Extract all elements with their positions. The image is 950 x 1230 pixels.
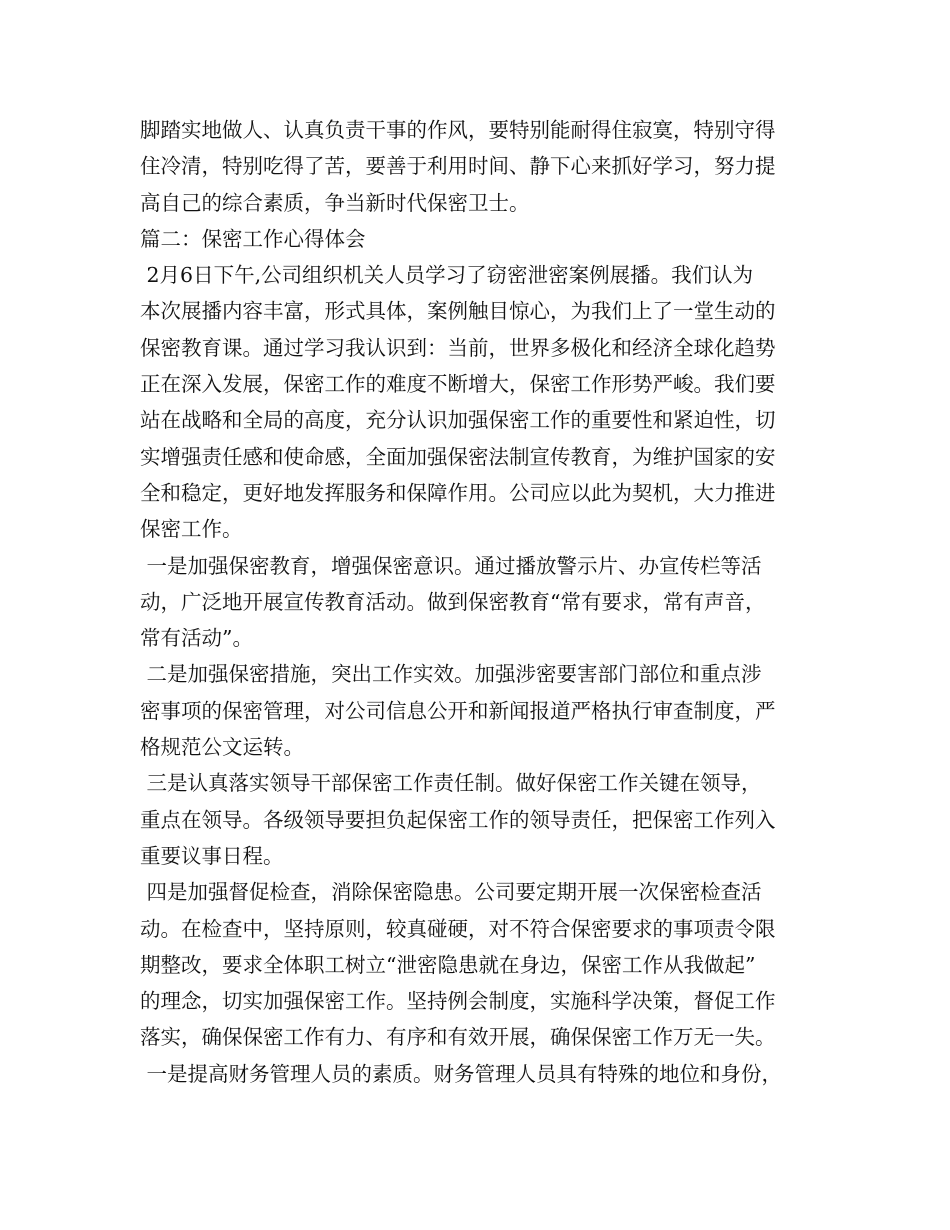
text-line: 站在战略和全局的高度，充分认识加强保密工作的重要性和紧迫性，切 <box>140 408 776 433</box>
text-line: 实增强责任感和使命感，全面加强保密法制宣传教育，为维护国家的安 <box>140 444 776 469</box>
text-line: 2月6日下午,公司组织机关人员学习了窃密泄密案例展播。我们认为 <box>140 263 754 288</box>
text-line: 动。在检查中，坚持原则，较真碰硬，对不符合保密要求的事项责令限 <box>140 916 776 941</box>
text-line: 保密工作。 <box>140 517 243 542</box>
text-line: 期整改，要求全体职工树立“泄密隐患就在身边，保密工作从我做起” <box>140 952 756 977</box>
text-line: 住冷清，特别吃得了苦，要善于利用时间、静下心来抓好学习，努力提 <box>140 154 776 179</box>
text-line: 一是提高财务管理人员的素质。财务管理人员具有特殊的地位和身份， <box>140 1061 783 1086</box>
text-line: 常有活动”。 <box>140 626 253 651</box>
text-line: 动，广泛地开展宣传教育活动。做到保密教育“常有要求，常有声音， <box>140 589 766 614</box>
text-line: 脚踏实地做人、认真负责干事的作风，要特别能耐得住寂寞，特别守得 <box>140 118 776 142</box>
text-line: 四是加强督促检查，消除保密隐患。公司要定期开展一次保密检查活 <box>140 880 762 905</box>
text-line: 一是加强保密教育，增强保密意识。通过播放警示片、办宣传栏等活 <box>140 553 762 578</box>
text-line: 落实，确保保密工作有力、有序和有效开展，确保保密工作万无一失。 <box>140 1025 776 1050</box>
text-line: 全和稳定，更好地发挥服务和保障作用。公司应以此为契机，大力推进 <box>140 480 776 505</box>
section-heading: 篇二：保密工作心得体会 <box>140 226 366 251</box>
text-line: 的理念，切实加强保密工作。坚持例会制度，实施科学决策，督促工作 <box>140 989 776 1014</box>
text-line: 本次展播内容丰富，形式具体，案例触目惊心，为我们上了一堂生动的 <box>140 299 776 324</box>
text-line: 三是认真落实领导干部保密工作责任制。做好保密工作关键在领导， <box>140 771 762 796</box>
text-line: 格规范公文运转。 <box>140 735 304 760</box>
text-line: 密事项的保密管理，对公司信息公开和新闻报道严格执行审查制度，严 <box>140 698 776 723</box>
document-body <box>140 112 830 1092</box>
text-line: 二是加强保密措施，突出工作实效。加强涉密要害部门部位和重点涉 <box>140 662 762 687</box>
text-line: 正在深入发展，保密工作的难度不断增大，保密工作形势严峻。我们要 <box>140 372 776 397</box>
text-line: 重点在领导。各级领导要担负起保密工作的领导责任，把保密工作列入 <box>140 807 776 832</box>
text-line: 重要议事日程。 <box>140 843 284 868</box>
text-line: 高自己的综合素质，争当新时代保密卫士。 <box>140 190 530 215</box>
text-line: 保密教育课。通过学习我认识到：当前，世界多极化和经济全球化趋势 <box>140 335 776 360</box>
